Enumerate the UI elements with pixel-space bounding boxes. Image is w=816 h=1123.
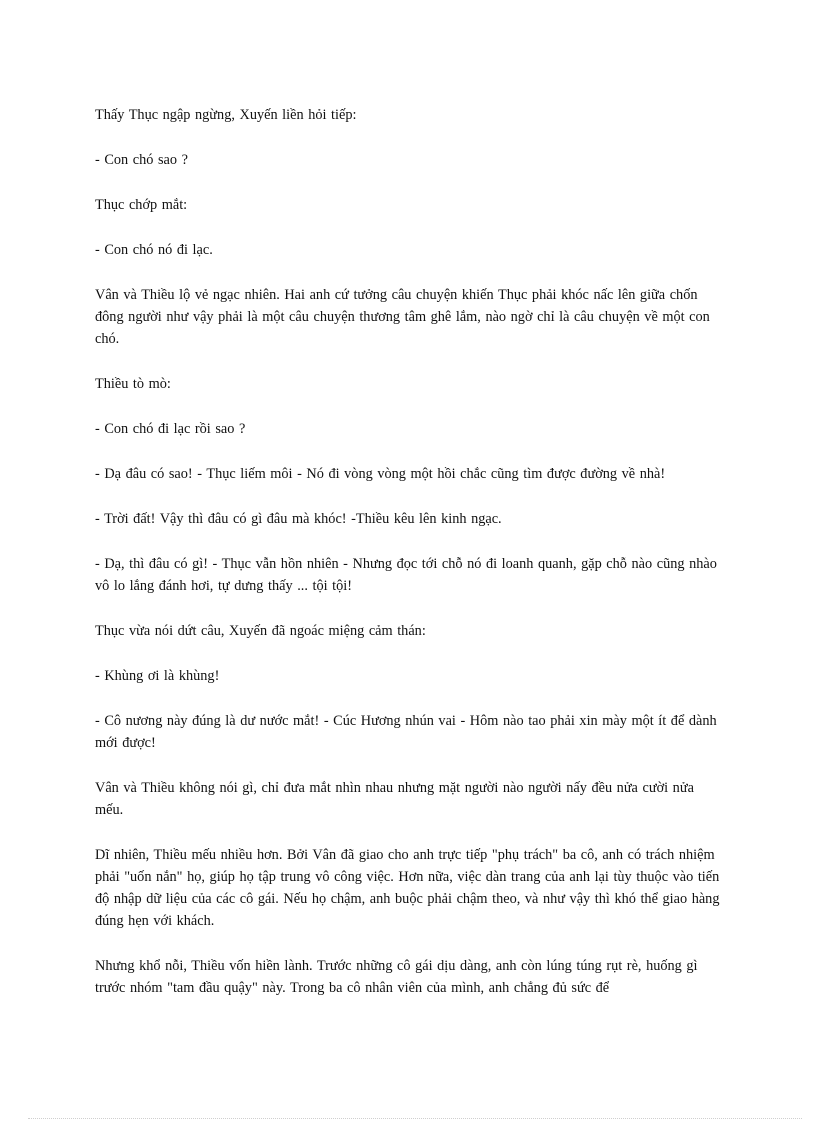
document-body bbox=[95, 104, 720, 1022]
page-bottom-rule bbox=[28, 1118, 802, 1119]
paragraph: - Dạ, thì đâu có gì! - Thục vẫn hồn nhiên - Nhưng đọc tới chỗ nó đi loanh quanh, gặp chỗ nào cũng nhào vô lo lắng đánh hơi, tự dưng thấy ... tội tội! bbox=[95, 556, 717, 594]
paragraph: Nhưng khổ nỗi, Thiều vốn hiền lành. Trước những cô gái dịu dàng, anh còn lúng túng rụt rè, huống gì trước nhóm "tam đầu quậy" này. Trong ba cô nhân viên của mình, anh chẳng đủ sức để bbox=[95, 958, 698, 996]
paragraph: Vân và Thiều lộ vẻ ngạc nhiên. Hai anh cứ tưởng câu chuyện khiến Thục phải khóc nấc lên giữa chốn đông người như vậy phải là một câu chuyện thương tâm ghê lắm, nào ngờ chỉ là câu chuyện về một con chó. bbox=[95, 287, 710, 347]
paragraph: - Con chó sao ? bbox=[95, 152, 188, 168]
paragraph: - Trời đất! Vậy thì đâu có gì đâu mà khóc! -Thiều kêu lên kinh ngạc. bbox=[95, 511, 502, 527]
paragraph: Vân và Thiều không nói gì, chỉ đưa mắt nhìn nhau nhưng mặt người nào người nấy đều nửa cười nửa mếu. bbox=[95, 780, 694, 818]
paragraph: - Khùng ơi là khùng! bbox=[95, 668, 220, 684]
paragraph: - Con chó đi lạc rồi sao ? bbox=[95, 421, 246, 437]
paragraph: Thiều tò mò: bbox=[95, 376, 171, 392]
paragraph: Thấy Thục ngập ngừng, Xuyến liền hỏi tiếp: bbox=[95, 107, 357, 123]
paragraph: - Con chó nó đi lạc. bbox=[95, 242, 213, 258]
paragraph: Thục chớp mắt: bbox=[95, 197, 188, 213]
paragraph: Thục vừa nói dứt câu, Xuyến đã ngoác miệng cảm thán: bbox=[95, 623, 426, 639]
paragraph: Dĩ nhiên, Thiều mếu nhiều hơn. Bởi Vân đã giao cho anh trực tiếp "phụ trách" ba cô, anh có trách nhiệm phải "uốn nắn" họ, giúp họ tập trung vô công việc. Hơn nữa, việc dàn trang của anh lại tùy thuộc vào tiến độ nhập dữ liệu của các cô gái. Nếu họ chậm, anh buộc phải chậm theo, và như vậy thì khó thể giao hàng đúng hẹn với khách. bbox=[95, 847, 720, 929]
paragraph: - Cô nương này đúng là dư nước mắt! - Cúc Hương nhún vai - Hôm nào tao phải xin mày một ít để dành mới được! bbox=[95, 713, 717, 751]
paragraph: - Dạ đâu có sao! - Thục liếm môi - Nó đi vòng vòng một hồi chắc cũng tìm được đường về nhà! bbox=[95, 466, 666, 482]
